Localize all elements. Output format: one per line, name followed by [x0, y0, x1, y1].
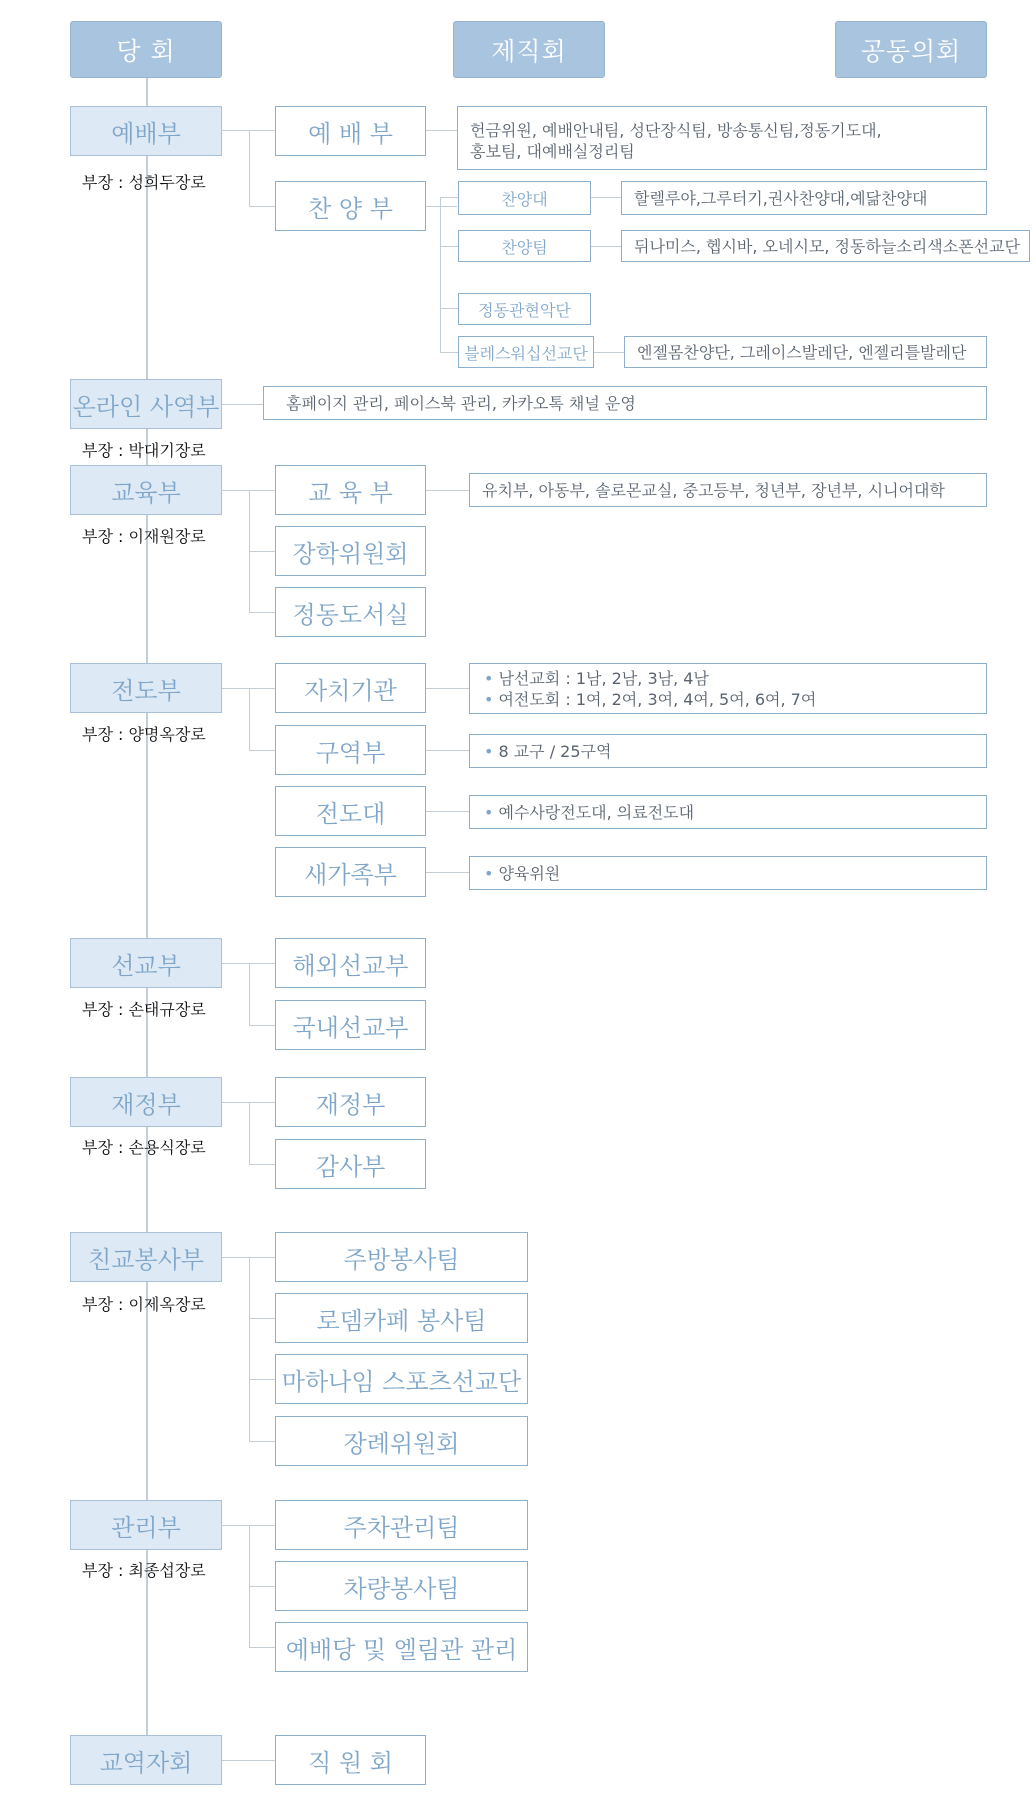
sub-district[interactable]: 구역부	[275, 725, 426, 775]
bullet-text: 남선교회 : 1남, 2남, 3남, 4남	[498, 668, 709, 688]
connector	[249, 1647, 275, 1648]
connector	[221, 688, 249, 689]
connector	[425, 206, 457, 207]
dept-head-worship: 부장 : 성희두장로	[82, 173, 206, 192]
dept-head-management: 부장 : 최종섭장로	[82, 1561, 206, 1580]
note-new-family	[469, 856, 987, 890]
connector	[425, 811, 469, 812]
sub-sports-mission[interactable]: 마하나임 스포츠선교단	[275, 1354, 528, 1404]
sub-domestic-mission[interactable]: 국내선교부	[275, 1000, 426, 1050]
dept-ministers[interactable]: 교역자회	[70, 1735, 222, 1785]
dept-online[interactable]: 온라인 사역부	[70, 379, 222, 429]
connector	[249, 490, 275, 491]
header-jejik[interactable]: 제직회	[453, 21, 605, 78]
dept-head-fellowship: 부장 : 이제옥장로	[82, 1295, 206, 1314]
connector	[440, 352, 458, 353]
note-self-governing	[469, 663, 987, 714]
bullet-row	[484, 689, 816, 710]
connector	[249, 963, 275, 964]
note-line: 홍보팀, 대예배실정리팀	[470, 141, 635, 161]
dept-management[interactable]: 관리부	[70, 1500, 222, 1550]
connector	[425, 130, 457, 131]
note-evangelism-team	[469, 795, 987, 829]
connector	[249, 750, 275, 751]
connector	[221, 1102, 249, 1103]
dept-fellowship[interactable]: 친교봉사부	[70, 1232, 222, 1282]
note-line: 헌금위원, 예배안내팀, 성단장식팀, 방송통신팀,정동기도대,	[470, 120, 882, 140]
connector	[249, 1257, 275, 1258]
note-district	[469, 734, 987, 768]
sub-building-management[interactable]: 예배당 및 엘림관 관리	[275, 1622, 528, 1672]
connector	[221, 1525, 249, 1526]
connector	[425, 872, 469, 873]
connector	[425, 490, 469, 491]
connector	[221, 404, 263, 405]
connector	[249, 1164, 275, 1165]
choir-item[interactable]: 찬양팀	[458, 230, 591, 262]
connector	[425, 688, 469, 689]
connector	[249, 1102, 250, 1164]
sub-cafe-team[interactable]: 로뎀카페 봉사팀	[275, 1293, 528, 1343]
sub-audit[interactable]: 감사부	[275, 1139, 426, 1189]
connector	[440, 197, 441, 352]
connector	[440, 308, 458, 309]
bullet-icon: •	[484, 741, 494, 761]
connector	[249, 1379, 275, 1380]
connector	[249, 1586, 275, 1587]
bullet-text: 8 교구 / 25구역	[498, 741, 612, 761]
sub-overseas-mission[interactable]: 해외선교부	[275, 938, 426, 988]
bullet-text: 예수사랑전도대, 의료전도대	[498, 802, 695, 822]
connector	[249, 688, 275, 689]
sub-staff[interactable]: 직 원 회	[275, 1735, 426, 1785]
connector	[249, 551, 275, 552]
connector	[425, 750, 469, 751]
sub-library[interactable]: 정동도서실	[275, 587, 426, 637]
connector	[249, 1257, 250, 1441]
note-online: 홈페이지 관리, 페이스북 관리, 카카오톡 채널 운영	[263, 386, 987, 420]
header-gongdong[interactable]: 공동의회	[835, 21, 987, 78]
connector	[249, 1441, 275, 1442]
header-dang[interactable]: 당 회	[70, 21, 222, 78]
sub-evangelism-team[interactable]: 전도대	[275, 786, 426, 836]
bullet-icon: •	[484, 802, 494, 822]
bullet-icon: •	[484, 689, 494, 709]
dept-head-education: 부장 : 이재원장로	[82, 527, 206, 546]
connector	[249, 130, 275, 131]
choir-note: 뒤나미스, 헵시바, 오네시모, 정동하늘소리색소폰선교단	[621, 230, 1030, 262]
connector	[221, 130, 249, 131]
connector	[221, 1257, 249, 1258]
connector	[249, 1525, 275, 1526]
sub-worship[interactable]: 예 배 부	[275, 106, 426, 156]
choir-item[interactable]: 블레스워십선교단	[458, 336, 594, 368]
dept-head-mission: 부장 : 손태규장로	[82, 1000, 206, 1019]
connector	[249, 612, 275, 613]
dept-mission[interactable]: 선교부	[70, 938, 222, 988]
connector	[249, 130, 250, 206]
connector	[440, 246, 458, 247]
connector	[591, 246, 621, 247]
note-worship	[457, 106, 987, 170]
dept-head-finance: 부장 : 손용식장로	[82, 1138, 206, 1157]
sub-new-family[interactable]: 새가족부	[275, 847, 426, 897]
sub-finance[interactable]: 재정부	[275, 1077, 426, 1127]
note-education: 유치부, 아동부, 솔로몬교실, 중고등부, 청년부, 장년부, 시니어대학	[469, 473, 987, 507]
choir-note: 할렐루야,그루터기,권사찬양대,예닮찬양대	[621, 181, 987, 215]
dept-head-online: 부장 : 박대기장로	[82, 441, 206, 460]
connector	[249, 688, 250, 750]
connector	[249, 1025, 275, 1026]
choir-item[interactable]: 찬양대	[458, 181, 591, 215]
sub-scholarship[interactable]: 장학위원회	[275, 526, 426, 576]
choir-item[interactable]: 정동관현악단	[458, 293, 591, 325]
connector	[249, 1102, 275, 1103]
connector	[249, 206, 275, 207]
sub-self-governing[interactable]: 자치기관	[275, 663, 426, 713]
connector	[221, 490, 249, 491]
dept-finance[interactable]: 재정부	[70, 1077, 222, 1127]
connector	[249, 963, 250, 1025]
bullet-text: 여전도회 : 1여, 2여, 3여, 4여, 5여, 6여, 7여	[498, 689, 817, 709]
connector	[221, 963, 249, 964]
dept-head-evangelism: 부장 : 양명옥장로	[82, 725, 206, 744]
connector	[440, 197, 458, 198]
connector	[249, 1318, 275, 1319]
connector	[594, 352, 624, 353]
sub-kitchen-team[interactable]: 주방봉사팀	[275, 1232, 528, 1282]
connector	[591, 197, 621, 198]
dept-evangelism[interactable]: 전도부	[70, 663, 222, 713]
dept-education[interactable]: 교육부	[70, 465, 222, 515]
dept-worship[interactable]: 예배부	[70, 106, 222, 156]
sub-parking-team[interactable]: 주차관리팀	[275, 1500, 528, 1550]
sub-funeral-committee[interactable]: 장례위원회	[275, 1416, 528, 1466]
sub-vehicle-team[interactable]: 차량봉사팀	[275, 1561, 528, 1611]
choir-note: 엔젤몸찬양단, 그레이스발레단, 엔젤리틀발레단	[624, 336, 987, 368]
bullet-text: 양육위원	[498, 863, 561, 883]
bullet-row	[484, 668, 816, 689]
bullet-icon: •	[484, 863, 494, 883]
sub-praise[interactable]: 찬 양 부	[275, 181, 426, 231]
connector	[221, 1760, 275, 1761]
bullet-icon: •	[484, 668, 494, 688]
sub-education[interactable]: 교 육 부	[275, 465, 426, 515]
